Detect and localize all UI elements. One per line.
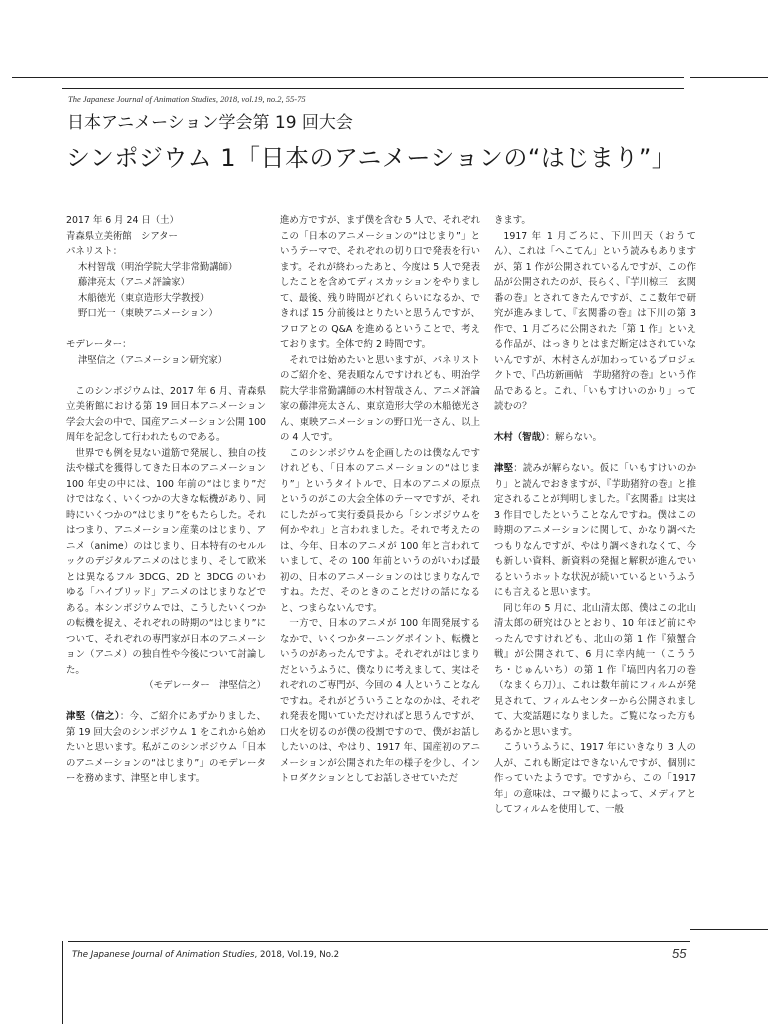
paragraph: このシンポジウムは、2017 年 6 月、青森県立美術館における第 19 回日本アニメーション学会大会の中で、国産アニメーション公開 100 周年を記念して行われたものである。 [66,385,266,443]
panelist-item: 野口光一（東映アニメーション） [78,308,218,319]
paragraph [66,709,266,787]
speaker-name: 津堅 [494,463,514,474]
journal-reference: The Japanese Journal of Animation Studies, 2018, vol.19, no.2, 55-75 [68,94,306,104]
column-3 [494,213,696,833]
paragraph: こういうふうに、1917 年にいきなり 3 人の人が、これも断定はできないんですが、個別に作っていたようです。ですから、この「1917 年」の意味は、コマ撮りによって、メディアとしてフィルムを使用して、一般 [494,742,696,815]
column-2 [280,213,480,833]
abstract-signature: （モデレーター 津堅信之） [144,680,266,691]
speaker-name: 津堅（信之） [66,711,120,722]
paragraph: それでは始めたいと思いますが、パネリストのご紹介を、発表順なんですけれども、明治学院大学非常勤講師の木村智哉さん、アニメ評論家の藤津亮太さん、東京造形大学の木船徳光さん、東映アニメーションの野口光一さん、以上の 4 人です。 [280,354,480,443]
footer-vertical-rule [62,941,63,1024]
top-rule-right [690,77,768,78]
moderator-name: 津堅信之（アニメーション研究家） [78,354,228,366]
panelists-label: パネリスト： [66,246,123,257]
paragraph: 一方で、日本のアニメが 100 年間発展するなかで、いくつかターニングポイント、転機というのがあったんですよ。それぞれがはじまりだというふうに、僕なりに考えまして、実はそれぞれのご専門が、今回の 4 人ということなんですね。それがどういうことなのかは、それぞれ発表を聞いていただければと思うんですが、口火を切るのが僕の役割ですので、僕がお話ししたいのは、やはり、1917 年、国産初のアニメーションが公開された年の様子を少し、イントロダクションとしてお話しさせていただ [280,618,480,784]
page-number: 55 [672,946,687,961]
paragraph: このシンポジウムを企画したのは僕なんですけれども、「日本のアニメーションの“はじまり”」というタイトルで、日本のアニメの原点というのがこの大会全体のテーマですが、それにしたがって実行委員長から「シンポジウムを何かやれ」と言われました。それで考えたのは、今年、日本のアニメが 100 年と言われていまして、その 100 年前というのがいわば最初の、日本のアニメーションのはじまりなんですね。ただ、そのときのことだけの話になると、つまらないんです。 [280,447,480,614]
footer-journal-volume: , 2018, Vol.19, No.2 [254,950,340,960]
footer-journal [72,950,339,960]
paragraph: 世界でも例を見ない道筋で発展し、独自の技法や様式を獲得してきた日本のアニメーション 100 年史の中には、100 年前の“はじまり”だけではなく、いくつかの大きな転機があり、同時にいくつかの“はじまり”をもたらした。それはつまり、アニメーション産業のはじまり、アニメ（anime）のはじまり、日本特有のセルルックのデジタルアニメのはじまり、そして欧米とは異なるフル 3DCG、2D と 3DCG のいわゆる「ハイブリッド」アニメのはじまりなどである。本シンポジウムでは、こうしたいくつかの転機を捉え、それぞれの時期の“はじまり”について、それぞれの専門家が日本のアニメーション（アニメ）の独自性や今後について討論した。 [66,447,266,676]
event-venue: 青森県立美術館 シアター [66,230,178,242]
column-1 [66,213,266,833]
event-date: 2017 年 6 月 24 日（土） [66,215,179,226]
panelist-item: 木村智哉（明治学院大学非常勤講師） [78,261,238,273]
speaker-name: 木村（智哉） [494,432,546,443]
speech-text: ：読みが解らない。仮に「いもすけいのかり」と読んでおきますが、『芋助猪狩の巻』と推定されることが判明しました。『玄関番』は実は 3 作目でしたということなんですね。僕はこの時期のアニメーションに関して、かなり調べたつもりなんですが、やはり調べきれなくて、今も新しい資料、新資料の発掘と解釈が進んでいるというホットな状況が続いているというふうにも言えると思います。 [494,463,696,598]
paragraph: 進め方ですが、まず僕を含む 5 人で、それぞれこの「日本のアニメーションの“はじまり”」というテーマで、それぞれの切り口で発表を行います。それが終わったあと、今度は 5 人で発表したことを含めてディスカッションをやりまして、最後、残り時間がどれくらいになるか、できれば 15 分前後はとりたいと思うんですが、フロアとの Q&A を進めるということで、考えております。全体で約 2 時間です。 [280,215,480,350]
speech-text: ：今、ご紹介にあずかりました、第 19 回大会のシンポジウム 1 をこれから始めたいと思います。私がこのシンポジウム「日本のアニメーションの“はじまり”」のモデレーターを務めます、津堅と申します。 [66,711,266,784]
footer-journal-name: The Japanese Journal of Animation Studies [72,950,255,960]
article-title: シンポジウム 1「日本のアニメーションの“はじまり”」 [66,144,677,172]
paragraph [494,461,696,601]
footer-rule [68,941,690,942]
header-rule [62,88,684,89]
paragraph [494,430,696,446]
top-rule [12,77,684,78]
speech-text: ：解らない。 [545,432,602,443]
paragraph: 同じ年の 5 月に、北山清太郎、僕はこの北山清太郎の研究はひととおり、10 年ほど前にやったんですけれども、北山の第 1 作『猿蟹合戦』が公開されて、6 月に幸内純一（こううち・じゅんいち）の第 1 作『塙凹内名刀の巻（なまくら刀）』、これは数年前にフィルムが発見されて、フィルムセンターから公開されまして、大変話題になりました。ご覧になった方もあるかと思います。 [494,602,696,738]
panelist-item: 木船徳光（東京造形大学教授） [78,292,210,304]
panelist-item: 藤津亮太（アニメ評論家） [78,277,191,288]
moderator-label: モデレーター： [66,339,132,350]
footer-rule-right [690,929,768,930]
article-subtitle: 日本アニメーション学会第 19 回大会 [67,113,353,133]
paragraph: 1917 年 1 月ごろに、下川凹天（おうてん）、これは「へこてん」という読みもありますが、第 1 作が公開されているんですが、この作品が公開されたのが、長らく、『芋川椋三 玄関番の巻』とされてきたんですが、ここ数年で研究が進みまして、『玄関番の巻』は下川の第 3 作で、1 月ごろに公開された「第 1 作」といえる作品が、はっきりとはまだ断定はされていないんですが、木村さんが加わっているプロジェクトで、『凸坊新画帖 芋助猪狩の巻』という作品であると。これ、「いもすけいのかり」って読むの？ [494,230,696,412]
paragraph: きます。 [494,215,531,226]
